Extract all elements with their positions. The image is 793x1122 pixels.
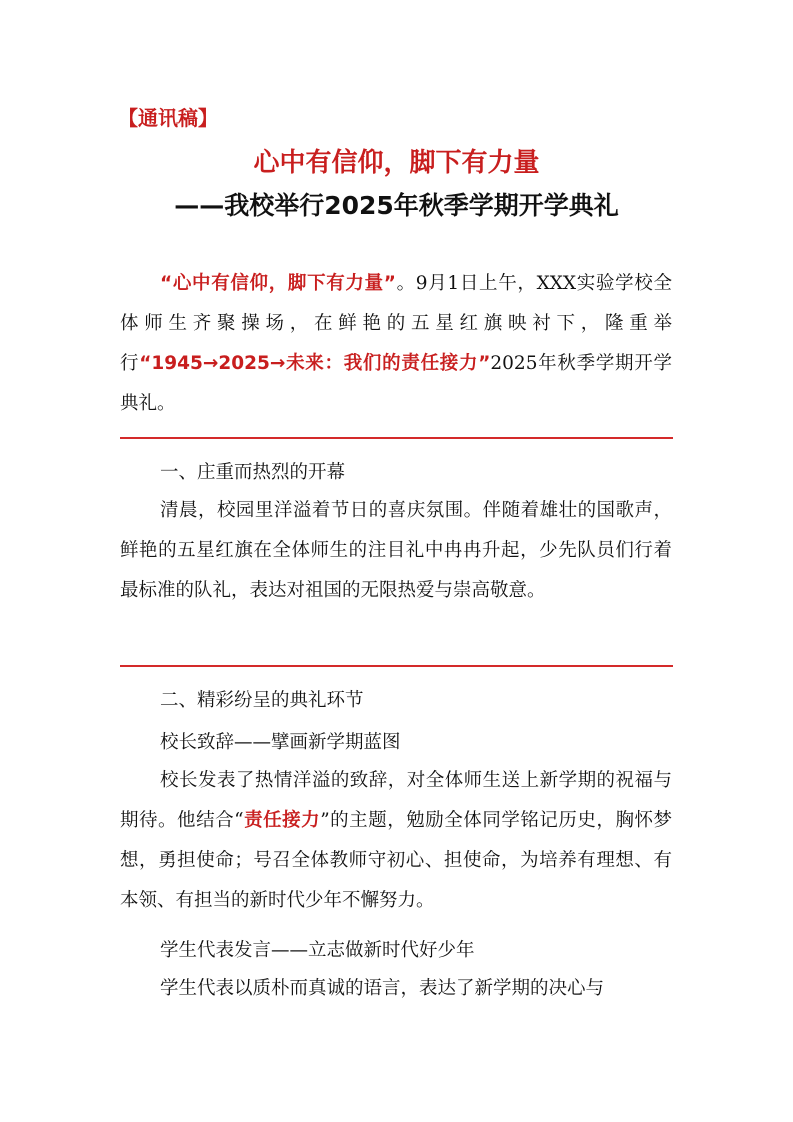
section2-heading: 二、精彩纷呈的典礼环节 bbox=[160, 690, 364, 711]
principal-speech-text-1: 校长发表了热情洋溢的致辞，对全体师生送上新学期的祝福与期待。他结合“ bbox=[120, 770, 672, 831]
document-tag: 【通讯稿】 bbox=[118, 106, 218, 130]
student-speech-paragraph: 学生代表以质朴而真诚的语言，表达了新学期的决心与 bbox=[160, 978, 605, 999]
intro-quote: “心中有信仰，脚下有力量” bbox=[160, 273, 396, 294]
intro-theme: “1945→2025→未来：我们的责任接力” bbox=[139, 353, 491, 374]
section-divider bbox=[120, 665, 673, 667]
principal-speech-highlight: 责任接力 bbox=[243, 810, 321, 831]
student-speech-heading: 学生代表发言——立志做新时代好少年 bbox=[160, 940, 475, 961]
document-subtitle: ——我校举行2025年秋季学期开学典礼 bbox=[174, 191, 619, 220]
section-divider bbox=[120, 437, 673, 439]
intro-text-2: 2025年秋季学期开学典礼。 bbox=[120, 353, 672, 414]
intro-text-1: 。9月1日上午，XXX实验学校全体师生齐聚操场，在鲜艳的五星红旗映衬下，隆重举行 bbox=[120, 273, 672, 374]
intro-paragraph bbox=[120, 264, 672, 424]
principal-speech-text-2: ”的主题，勉励全体同学铭记历史，胸怀梦想，勇担使命；号召全体教师守初心、担使命，为培养有理想、有本领、有担当的新时代少年不懈努力。 bbox=[120, 810, 672, 911]
principal-speech-paragraph bbox=[120, 761, 672, 921]
principal-speech-heading: 校长致辞——擘画新学期蓝图 bbox=[160, 732, 401, 753]
document-title: 心中有信仰，脚下有力量 bbox=[253, 148, 540, 178]
section1-paragraph: 清晨，校园里洋溢着节日的喜庆氛围。伴随着雄壮的国歌声，鲜艳的五星红旗在全体师生的注目礼中冉冉升起，少先队员们行着最标准的队礼，表达对祖国的无限热爱与崇高敬意。 bbox=[120, 500, 672, 601]
section1-heading: 一、庄重而热烈的开幕 bbox=[160, 462, 346, 483]
